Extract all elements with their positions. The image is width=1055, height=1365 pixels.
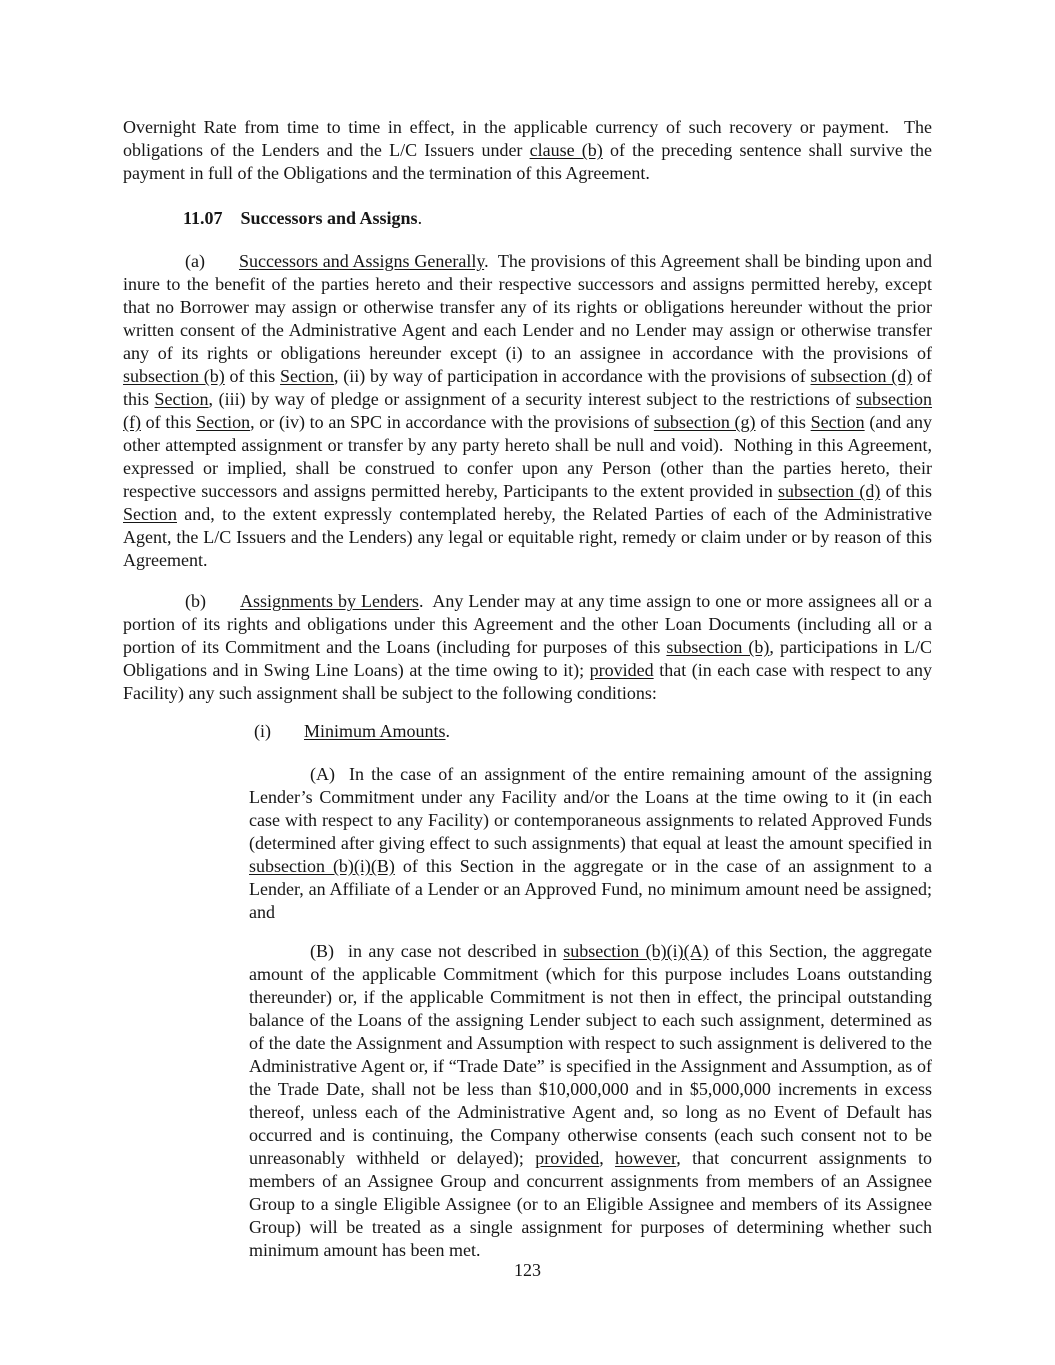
text-run: Section — [280, 366, 335, 386]
paragraph-b — [123, 590, 932, 705]
text-run: subsection (b) — [123, 366, 225, 386]
text-run: subsection (b)(i)(A) — [563, 941, 709, 961]
clause-A-label: (A) — [310, 764, 335, 784]
section-heading-11-07 — [123, 207, 932, 230]
text-run: (and any other attempted assignment or transfer by any party hereto shall be null and void). Nothing in this Agreement, expressed or implied, shall be construed to confer upon any Person (other than the parties hereto, their respective successors and assigns permitted hereby, Participants to the extent provided in — [123, 412, 932, 501]
tab-spacer — [271, 736, 304, 737]
text-run: in any case not described in — [348, 941, 564, 961]
text-run: of this — [123, 366, 933, 409]
clause-A-paragraph — [249, 763, 932, 924]
clause-B-label: (B) — [310, 941, 334, 961]
text-run: subsection (f) — [123, 389, 932, 432]
tab-spacer — [205, 266, 239, 267]
text-run: Section — [810, 412, 865, 432]
text-run: however — [615, 1148, 677, 1168]
text-run: . Any Lender may at any time assign to one or more assignees all or a portion of its rights and obligations under this Agreement and the other Loan Documents (including all or a portion of its Commitment and the Loans (including for purposes of this — [123, 591, 932, 657]
paragraph-a — [123, 250, 932, 572]
text-run: of this — [140, 412, 197, 432]
clause-B-paragraph — [249, 940, 932, 1262]
text-run: subsection (d) — [810, 366, 913, 386]
indent-spacer — [123, 606, 185, 607]
paragraph-text — [249, 764, 932, 922]
text-run: subsection (b)(i)(B) — [249, 856, 395, 876]
tab-spacer — [334, 956, 348, 957]
tab-spacer — [223, 223, 241, 224]
section-number: 11.07 — [183, 208, 223, 228]
text-run: of the preceding sentence shall survive the payment in full of the Obligations and the termination of this Agreement. — [123, 140, 932, 183]
clause-i-label: (i) — [254, 721, 271, 741]
text-run: Successors and Assigns Generally — [238, 251, 485, 271]
text-run: of this — [755, 412, 811, 432]
text-run: . — [445, 721, 451, 741]
paragraph-text — [123, 117, 932, 183]
tab-spacer — [335, 779, 349, 780]
text-run: provided — [535, 1148, 600, 1168]
indent-spacer — [249, 956, 310, 957]
text-run: of this Section in the aggregate or in the case of an assignment to a Lender, an Affiliate of a Lender or an Approved Fund, no minimum amount need be assigned; and — [249, 856, 933, 922]
paragraph-text — [304, 721, 450, 741]
paragraph-b-label: (b) — [185, 591, 206, 611]
text-run: clause (b) — [529, 140, 603, 160]
tab-spacer — [206, 606, 240, 607]
paragraph-text — [249, 941, 932, 1260]
paragraph-overnight-rate — [123, 116, 932, 185]
indent-spacer — [123, 266, 185, 267]
text-run: , or (iv) to an SPC in accordance with the provisions of — [250, 412, 654, 432]
text-run: of this Section, the aggregate amount of the applicable Commitment (which for this purpose includes Loans outstanding thereunder) or, if the applicable Commitment is not then in effect, the principal outstanding balance of the Loans of the assigning Lender subject to each such assignment, determined as of the date the Assignment and Assumption with respect to such assignment is delivered to the Administrative Agent or, if “Trade Date” is specified in the Assignment and Assumption, as of the Trade Date, shall not be less than $10,000,000 and in $5,000,000 increments in excess thereof, unless each of the Administrative Agent and, so long as no Event of Default has occurred and is continuing, the Company otherwise consents (each such consent not to be unreasonably withheld or delayed); — [249, 941, 932, 1168]
text-run: provided — [589, 660, 654, 680]
text-run: Assignments by Lenders — [240, 591, 419, 611]
text-run: subsection (d) — [778, 481, 881, 501]
paragraph-a-label: (a) — [185, 251, 205, 271]
text-run: , (iii) by way of pledge or assignment of a security interest subject to the restrictions of — [208, 389, 856, 409]
section-title: Successors and Assigns — [240, 208, 418, 228]
text-run: of this — [224, 366, 281, 386]
text-run: Minimum Amounts — [304, 721, 446, 741]
text-run: subsection (b) — [666, 637, 770, 657]
indent-spacer — [249, 779, 310, 780]
text-run: Section — [154, 389, 209, 409]
text-run: of this — [880, 481, 932, 501]
text-run: subsection (g) — [653, 412, 756, 432]
text-run: , — [599, 1148, 616, 1168]
section-title-period: . — [417, 208, 423, 228]
text-run: In the case of an assignment of the entire remaining amount of the assigning Lender’s Commitment under any Facility and/or the Loans at the time owing to it (in each case with respect to any Facility) or contemporaneous assignments to related Approved Funds (determined after giving effect to such assignments) that equal at least the amount specified in — [249, 764, 932, 853]
text-run: and, to the extent expressly contemplated hereby, the Related Parties of each of the Administrative Agent, the L/C Issuers and the Lenders) any legal or equitable right, remedy or claim under or by reason of this Agreement. — [123, 504, 932, 570]
clause-i-heading — [123, 720, 932, 743]
text-run: Section — [196, 412, 251, 432]
text-run: , (ii) by way of participation in accordance with the provisions of — [334, 366, 811, 386]
text-run: Section — [123, 504, 177, 524]
text-run: Overnight Rate from time to time in effect, in the applicable currency of such recovery or payment. The obligations of the Lenders and the L/C Issuers under — [123, 117, 932, 160]
indent-spacer — [123, 223, 183, 224]
paragraph-text — [123, 251, 932, 570]
page-number: 123 — [514, 1260, 541, 1280]
text-run: , participations in L/C Obligations and in Swing Line Loans) at the time owing to it); — [123, 637, 932, 680]
text-run: , that concurrent assignments to members of an Assignee Group and concurrent assignments from members of an Assignee Group to a single Eligible Assignee (or to an Eligible Assignee and members of its Assignee Group) will be treated as a single assignment for purposes of determining whether such minimum amount has been met. — [249, 1148, 933, 1260]
indent-spacer — [123, 736, 254, 737]
paragraph-text — [123, 591, 932, 703]
text-run: that (in each case with respect to any Facility) any such assignment shall be subject to the following conditions: — [123, 660, 933, 703]
text-run: . The provisions of this Agreement shall be binding upon and inure to the benefit of the parties hereto and their respective successors and assigns permitted hereby, except that no Borrower may assign or otherwise transfer any of its rights or obligations hereunder without the prior written consent of the Administrative Agent and each Lender and no Lender may assign or otherwise transfer any of its rights or obligations hereunder except (i) to an assignee in accordance with the provisions of — [123, 251, 932, 363]
